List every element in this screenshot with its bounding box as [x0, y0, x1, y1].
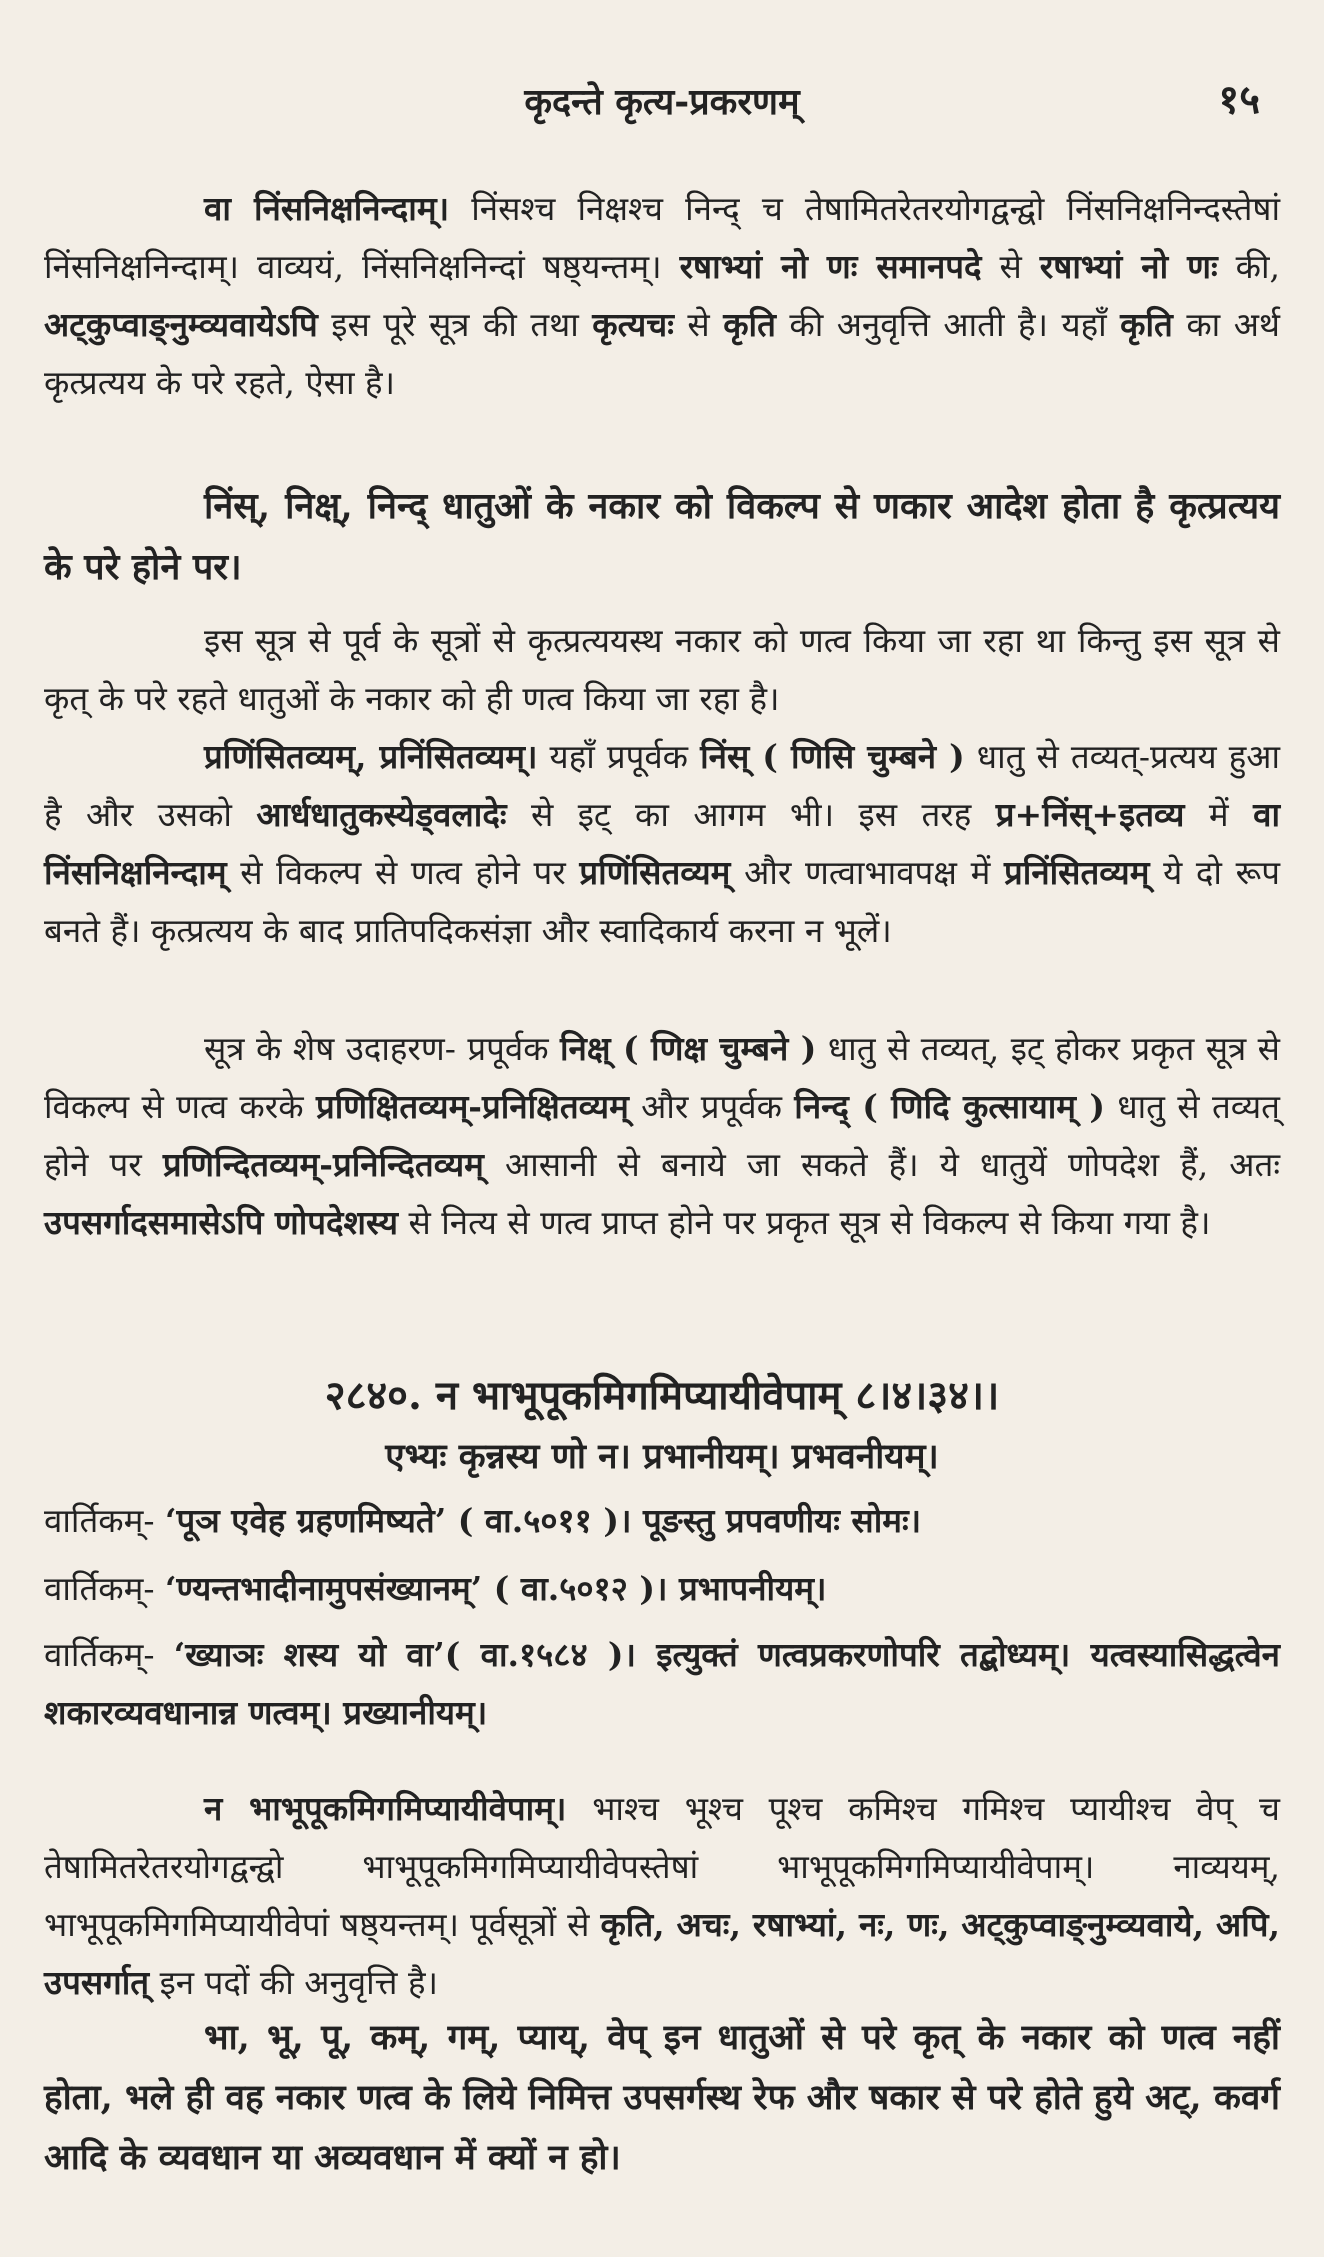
sutra-gloss: एभ्यः कृन्नस्य णो न। प्रभानीयम्। प्रभवनीयम्। — [385, 1436, 939, 1477]
text: और प्रपूर्वक — [628, 1087, 795, 1126]
term: कृत्यचः — [592, 305, 674, 344]
vartika-label: वार्तिकम्- — [44, 1501, 155, 1540]
text: की, — [1217, 247, 1281, 286]
term: प्रणिंसितव्यम्, प्रनिंसितव्यम्। — [204, 737, 538, 776]
text: भाश्च भूश्च पूश्च कमिश्च गमिश्च प्यायीश्च वेप् च तेषामितरेतरयोगद्वन्द्वो भाभूपूकमिगमिप्यायीवेपस्तेषां भाभूपूकमिगमिप्यायीवेपाम्। नाव्ययम्, भाभूपूकमिगमिप्यायीवेपां षष्ठ्यन्तम्। पूर्वसूत्रों से — [44, 1789, 1281, 1944]
text: इन पदों की अनुवृत्ति है। — [149, 1963, 439, 2002]
paragraph-6 — [44, 1780, 1280, 2012]
text: से — [673, 305, 724, 344]
sutra-heading: २८४०. न भाभूपूकमिगमिप्यायीवेपाम् ८।४।३४।। — [324, 1372, 1000, 1419]
text: में — [1184, 795, 1254, 834]
vartika-text: ‘पूञ एवेह ग्रहणमिष्यते’ ( वा.५०११ )। पूङस्तु प्रपवणीयः सोमः। — [164, 1501, 922, 1540]
sutra-name: न भाभूपूकमिगमिप्यायीवेपाम्। — [204, 1789, 567, 1828]
term: प्रणिन्दितव्यम्-प्रनिन्दितव्यम् — [162, 1145, 484, 1184]
term: कृति, अचः, रषाभ्यां, नः, णः, अट्कुप्वाङ्नुम्व्यवाये, अपि, उपसर्गात् — [44, 1905, 1280, 2002]
vartika-text: ‘ण्यन्तभादीनामुपसंख्यानम्’ ( वा.५०१२ )। प्रभापनीयम्। — [164, 1569, 827, 1608]
term: अट्कुप्वाङ्नुम्व्यवायेऽपि — [44, 305, 318, 344]
term: उपसर्गादसमासेऽपि णोपदेशस्य — [44, 1203, 398, 1242]
text: धातु से तव्यत्-प्रत्यय हुआ है और उसको — [44, 737, 1280, 834]
text: और णत्वाभावपक्ष में — [730, 853, 1004, 892]
vartika-label: वार्तिकम्- — [44, 1569, 155, 1608]
term: प्र+निंस्+इतव्य — [995, 795, 1185, 834]
term: प्रणिंसितव्यम् — [579, 853, 731, 892]
vartika-1 — [44, 1492, 1280, 1550]
term: निन्द् ( णिदि कुत्सायाम् ) — [794, 1087, 1105, 1126]
text: सूत्र के शेष उदाहरण- प्रपूर्वक — [204, 1029, 560, 1068]
vartika-2 — [44, 1560, 1280, 1618]
text: यहाँ प्रपूर्वक — [537, 737, 701, 776]
term: निक्ष् ( णिक्ष चुम्बने ) — [560, 1029, 817, 1068]
term: वा निंसनिक्षनिन्दाम् — [44, 795, 1280, 892]
term: रषाभ्यां नो णः समानपदे — [679, 247, 982, 286]
meaning-text: निंस्, निक्ष्, निन्द् धातुओं के नकार को विकल्प से णकार आदेश होता है कृत्प्रत्यय के परे होने पर। — [44, 485, 1280, 588]
text: का अर्थ कृत्प्रत्यय के परे रहते, ऐसा है। — [44, 305, 1280, 402]
paragraph-5 — [44, 1020, 1280, 1252]
page-number: १५ — [1218, 76, 1260, 123]
meaning-text: भा, भू, पू, कम्, गम्, प्याय्, वेप् इन धातुओं से परे कृत् के नकार को णत्व नहीं होता, भले ही वह नकार णत्व के लिये निमित्त उपसर्गस्थ रेफ और षकार से परे होते हुये अट्, कवर्ग आदि के व्यवधान या अव्यवधान में क्यों न हो। — [44, 2017, 1280, 2178]
text: से नित्य से णत्व प्राप्त होने पर प्रकृत सूत्र से विकल्प से किया गया है। — [397, 1203, 1211, 1242]
vartika-3 — [44, 1626, 1280, 1742]
paragraph-3 — [44, 612, 1280, 728]
text: इस सूत्र से पूर्व के सूत्रों से कृत्प्रत्ययस्थ नकार को णत्व किया जा रहा था किन्तु इस सूत्र से कृत् के परे रहते धातुओं के नकार को ही णत्व किया जा रहा है। — [44, 621, 1280, 718]
vartika-text: ‘ख्याञः शस्य यो वा’( वा.१५८४ )। इत्युक्तं णत्वप्रकरणोपरि तद्बोध्यम्। यत्वस्यासिद्धत्वेन शकारव्यवधानान्न णत्वम्। प्रख्यानीयम्। — [44, 1635, 1280, 1732]
term: रषाभ्यां नो णः — [1039, 247, 1218, 286]
term: प्रनिंसितव्यम् — [1004, 853, 1150, 892]
text: ये दो रूप बनते हैं। कृत्प्रत्यय के बाद प्रातिपदिकसंज्ञा और स्वादिकार्य करना न भूलें। — [44, 853, 1280, 950]
text: से विकल्प से णत्व होने पर — [226, 853, 580, 892]
paragraph-2-meaning — [44, 476, 1280, 598]
term: निंस् ( णिसि चुम्बने ) — [700, 737, 965, 776]
paragraph-1 — [44, 180, 1280, 412]
page-title: कृदन्ते कृत्य-प्रकरणम् — [524, 81, 800, 123]
page-header — [44, 62, 1280, 122]
term: कृति — [723, 305, 776, 344]
paragraph-7-meaning — [44, 2008, 1280, 2188]
term: प्रणिक्षितव्यम्-प्रनिक्षितव्यम् — [315, 1087, 629, 1126]
text: धातु से तव्यत् होने पर — [44, 1087, 1280, 1184]
text: इस पूरे सूत्र की तथा — [317, 305, 593, 344]
sutra-name: वा निंसनिक्षनिन्दाम्। — [204, 189, 450, 228]
text: निंसश्च निक्षश्च निन्द् च तेषामितरेतरयोगद्वन्द्वो निंसनिक्षनिन्दस्तेषां निंसनिक्षनिन्दाम्। वाव्ययं, निंसनिक्षनिन्दां षष्ठ्यन्तम्। — [44, 189, 1281, 286]
text: से इट् का आगम भी। इस तरह — [506, 795, 996, 834]
text: आसानी से बनाये जा सकते हैं। ये धातुयें णोपदेश हैं, अतः — [483, 1145, 1280, 1184]
term: कृति — [1120, 305, 1173, 344]
paragraph-4 — [44, 728, 1280, 960]
text: से — [981, 247, 1040, 286]
text: धातु से तव्यत्, इट् होकर प्रकृत सूत्र से विकल्प से णत्व करके — [44, 1029, 1280, 1126]
text: की अनुवृत्ति आती है। यहाँ — [775, 305, 1121, 344]
vartika-label: वार्तिकम्- — [44, 1635, 155, 1674]
term: आर्धधातुकस्येड्वलादेः — [256, 795, 507, 834]
